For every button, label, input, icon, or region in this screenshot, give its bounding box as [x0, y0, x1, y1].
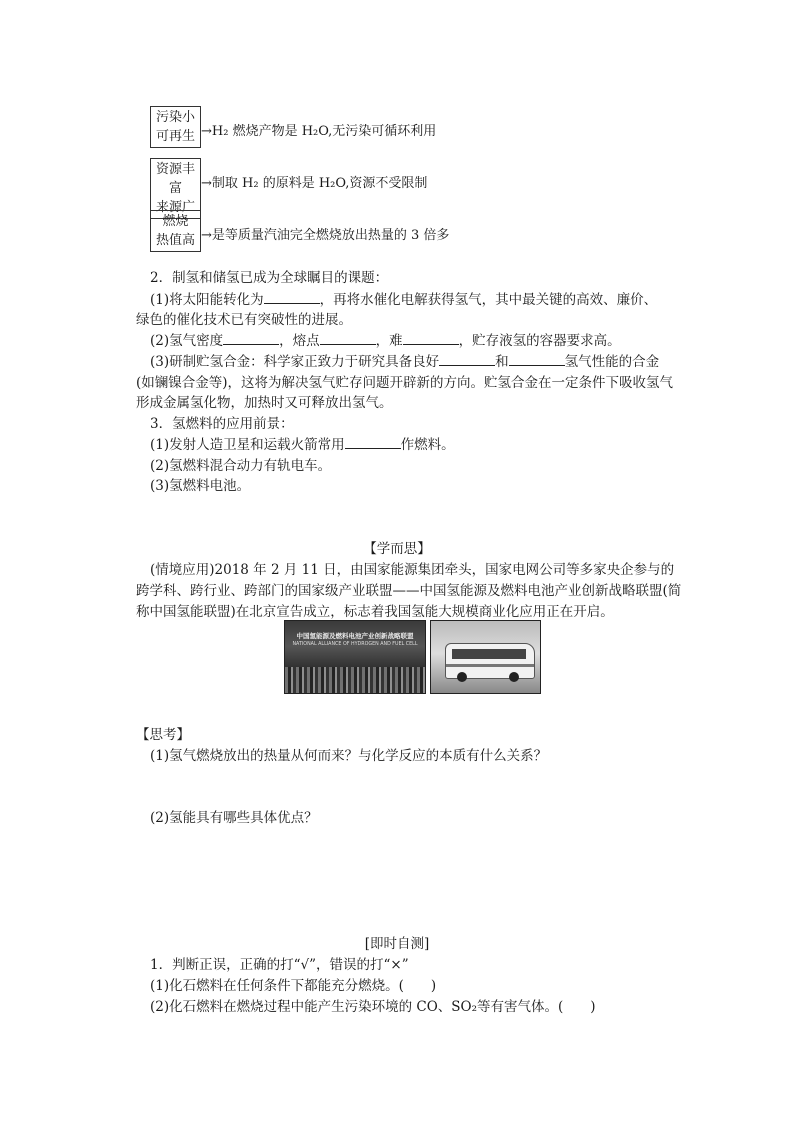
- box-label-line2: 可再生: [155, 129, 195, 144]
- sikao-q2: (2)氢能具有哪些具体优点？: [150, 810, 318, 826]
- sec3-p3: (3)氢燃料电池。: [150, 478, 251, 494]
- sec3-title: 3．氢燃料的应用前景：: [150, 416, 294, 432]
- photo-title: 中国氢能源及燃料电池产业创新战略联盟: [296, 632, 414, 640]
- bus-photo: [430, 620, 541, 694]
- text: ，难: [375, 333, 403, 349]
- blank: [345, 436, 401, 449]
- box-label-line2: 热值高: [155, 233, 195, 248]
- sec2-p1-cont: 绿色的催化技术已有突破性的进展。: [136, 312, 352, 328]
- box-pollution: [150, 106, 201, 148]
- zice-instruction: 1．判断正误，正确的打“√”，错误的打“×”: [150, 957, 409, 973]
- blank: [223, 332, 279, 345]
- wheel: [509, 672, 519, 682]
- sec3-p1: [150, 433, 455, 453]
- xuesi-heading: 【学而思】: [363, 541, 431, 557]
- xuesi-line1: (情境应用)2018 年 2 月 11 日，由国家能源集团牵头，国家电网公司等多家央企参与的: [150, 562, 675, 578]
- text: 氢气性能的合金: [564, 354, 660, 370]
- sec2-p1: [150, 288, 657, 308]
- crowd-image: [285, 667, 425, 693]
- wheel: [457, 672, 467, 682]
- blank: [439, 353, 495, 366]
- alliance-photo: [284, 620, 426, 694]
- sikao-heading: 【思考】: [136, 727, 190, 743]
- zice-q2: (2)化石燃料在燃烧过程中能产生污染环境的 CO、SO₂等有害气体。( ): [150, 999, 596, 1015]
- sec2-p3-cont1: (如镧镍合金等)，这将为解决氢气贮存问题开辟新的方向。贮氢合金在一定条件下吸收氢气: [136, 375, 674, 391]
- text: 和: [495, 354, 509, 370]
- photo-subtitle: NATIONAL ALLIANCE OF HYDROGEN AND FUEL CELL: [292, 642, 418, 647]
- sec3-p2: (2)氢燃料混合动力有轨电车。: [150, 458, 332, 474]
- sec2-p3: [150, 350, 659, 370]
- blank: [264, 291, 320, 304]
- box-desc-resources: →制取 H₂ 的原料是 H₂O,资源不受限制: [201, 176, 428, 191]
- text: (3)研制贮氢合金：科学家正致力于研究具备良好: [150, 354, 440, 370]
- sikao-q1: (1)氢气燃烧放出的热量从何而来？与化学反应的本质有什么关系？: [150, 748, 548, 764]
- box-heat: [150, 210, 201, 252]
- text: (1)发射人造卫星和运载火箭常用: [150, 437, 345, 453]
- text: ，贮存液氢的容器要求高。: [458, 333, 621, 349]
- sec2-p3-cont2: 形成金属氢化物，加热时又可释放出氢气。: [136, 395, 393, 411]
- box-label-line1: 资源丰富: [155, 162, 195, 196]
- text: (2)氢气密度: [150, 333, 224, 349]
- box-desc-heat: →是等质量汽油完全燃烧放出热量的 3 倍多: [201, 228, 450, 243]
- xuesi-line2: 跨学科、跨行业、跨部门的国家级产业联盟——中国氢能源及燃料电池产业创新战略联盟(简: [136, 583, 682, 599]
- zice-q1: (1)化石燃料在任何条件下都能充分燃烧。( ): [150, 978, 437, 994]
- text: 作燃料。: [400, 437, 455, 453]
- box-desc-pollution: →H₂ 燃烧产物是 H₂O,无污染可循环利用: [201, 124, 437, 139]
- zice-heading: [即时自测]: [364, 936, 430, 952]
- blank: [509, 353, 565, 366]
- box-label-line1: 污染小: [155, 110, 195, 125]
- box-label-line2: 来源广: [155, 200, 195, 215]
- text: ，熔点: [279, 333, 320, 349]
- sec2-title: 2．制氢和储氢已成为全球瞩目的课题：: [150, 270, 389, 286]
- sec2-p2: [150, 329, 621, 349]
- blank: [403, 332, 459, 345]
- box-label-line1: 燃烧: [162, 214, 189, 229]
- xuesi-line3: 称中国氢能联盟)在北京宣告成立，标志着我国氢能大规模商业化应用正在开启。: [136, 604, 614, 620]
- blank: [320, 332, 376, 345]
- text: (1)将太阳能转化为: [150, 292, 264, 308]
- text: ，再将水催化电解获得氢气，其中最关键的高效、廉价、: [319, 292, 658, 308]
